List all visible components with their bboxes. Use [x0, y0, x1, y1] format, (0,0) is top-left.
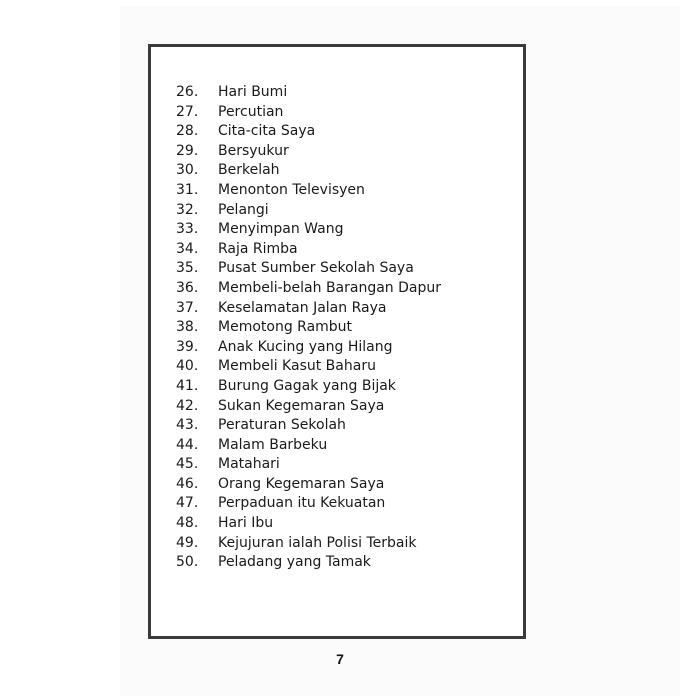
item-number: 50.	[176, 554, 199, 571]
list-item	[176, 416, 441, 436]
list-item	[176, 514, 441, 534]
item-number: 33.	[176, 221, 199, 238]
item-title: Malam Barbeku	[218, 436, 328, 453]
item-number: 40.	[176, 358, 199, 375]
item-number: 49.	[176, 534, 199, 551]
item-title: Hari Ibu	[218, 515, 274, 532]
item-title: Berkelah	[218, 162, 280, 179]
topic-list	[176, 83, 441, 573]
list-item	[176, 161, 441, 181]
item-number: 27.	[176, 103, 199, 120]
item-title: Menonton Televisyen	[218, 181, 365, 198]
list-item	[176, 201, 441, 221]
list-item	[176, 534, 441, 554]
item-title: Keselamatan Jalan Raya	[218, 299, 387, 316]
list-item	[176, 259, 441, 279]
list-item	[176, 397, 441, 417]
item-number: 43.	[176, 417, 199, 434]
item-number: 34.	[176, 240, 199, 257]
item-title: Menyimpan Wang	[218, 221, 344, 238]
list-item	[176, 181, 441, 201]
item-title: Peraturan Sekolah	[218, 417, 346, 434]
item-title: Peladang yang Tamak	[218, 554, 371, 571]
item-number: 42.	[176, 397, 199, 414]
item-number: 29.	[176, 142, 199, 159]
item-number: 37.	[176, 299, 199, 316]
list-item	[176, 357, 441, 377]
item-title: Pelangi	[218, 201, 269, 218]
page-number: 7	[336, 651, 344, 667]
item-number: 41.	[176, 377, 199, 394]
list-item	[176, 103, 441, 123]
item-title: Burung Gagak yang Bijak	[218, 377, 396, 394]
list-item	[176, 240, 441, 260]
item-number: 32.	[176, 201, 199, 218]
item-title: Sukan Kegemaran Saya	[218, 397, 385, 414]
item-title: Membeli Kasut Baharu	[218, 358, 376, 375]
list-item	[176, 494, 441, 514]
list-item	[176, 220, 441, 240]
item-title: Raja Rimba	[218, 240, 298, 257]
item-number: 39.	[176, 338, 199, 355]
item-title: Memotong Rambut	[218, 319, 353, 336]
item-title: Orang Kegemaran Saya	[218, 475, 385, 492]
list-item	[176, 122, 441, 142]
item-title: Perpaduan itu Kekuatan	[218, 495, 386, 512]
item-number: 38.	[176, 319, 199, 336]
item-number: 26.	[176, 84, 199, 100]
item-number: 46.	[176, 475, 199, 492]
item-title: Matahari	[218, 456, 280, 473]
list-item	[176, 475, 441, 495]
list-item	[176, 318, 441, 338]
item-title: Membeli-belah Barangan Dapur	[218, 279, 442, 296]
list-item	[176, 142, 441, 162]
list-item	[176, 299, 441, 319]
item-number: 35.	[176, 260, 199, 277]
list-item	[176, 436, 441, 456]
list-item	[176, 455, 441, 475]
list-item	[176, 338, 441, 358]
list-item	[176, 377, 441, 397]
item-number: 31.	[176, 181, 199, 198]
item-number: 45.	[176, 456, 199, 473]
list-item	[176, 83, 441, 103]
item-number: 44.	[176, 436, 199, 453]
item-title: Hari Bumi	[218, 84, 288, 100]
item-title: Bersyukur	[218, 142, 289, 159]
item-title: Anak Kucing yang Hilang	[218, 338, 393, 355]
item-number: 48.	[176, 515, 199, 532]
item-number: 28.	[176, 123, 199, 140]
item-title: Cita-cita Saya	[218, 123, 316, 140]
item-number: 30.	[176, 162, 199, 179]
item-number: 47.	[176, 495, 199, 512]
list-item	[176, 279, 441, 299]
item-title: Percutian	[218, 103, 284, 120]
item-title: Pusat Sumber Sekolah Saya	[218, 260, 414, 277]
item-title: Kejujuran ialah Polisi Terbaik	[218, 534, 417, 551]
item-number: 36.	[176, 279, 199, 296]
list-item	[176, 553, 441, 573]
